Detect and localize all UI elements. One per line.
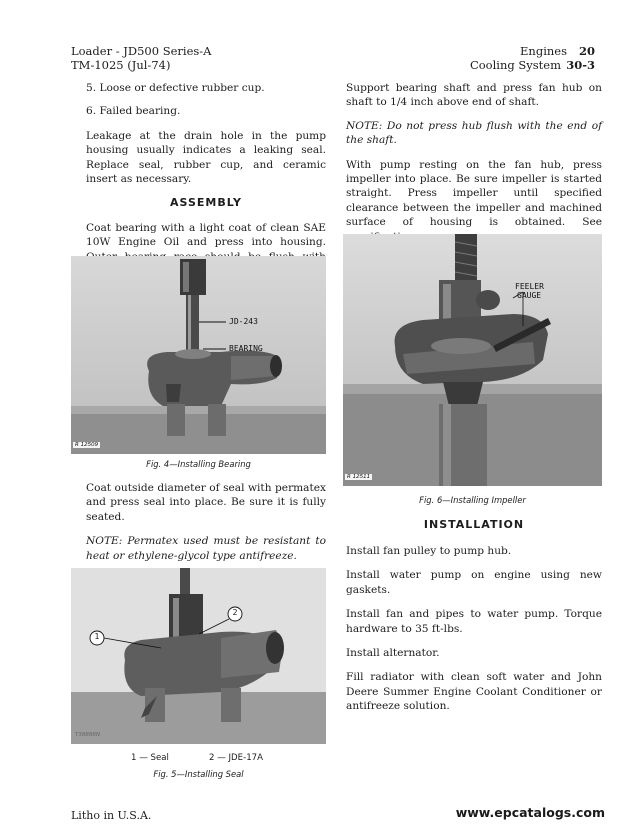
fig4-callout-tool: JD-243 xyxy=(229,317,258,326)
fig5-plate-number: T38888N xyxy=(75,732,100,738)
item-6: 6. Failed bearing. xyxy=(86,105,181,118)
pump-resting-paragraph: With pump resting on the fan hub, press impeller into place. Be sure impeller is started straight. Press impeller until specified clearance between the impeller and machined surface of housing is obtained. See xyxy=(346,158,602,229)
installation-heading: INSTALLATION xyxy=(423,518,525,531)
left-text-block-1 xyxy=(86,81,326,278)
right-text-block-1 xyxy=(346,81,602,244)
fig5-callout-2: 2 xyxy=(232,608,238,617)
fig4-plate-number: R 12509 xyxy=(75,442,99,448)
support-paragraph: Support bearing shaft and press fan hub on shaft to 1/4 inch above end of shaft. xyxy=(346,82,602,109)
install-step-5: Fill radiator with clean soft water and John Deere Summer Engine Coolant Conditioner or antifreeze solution. xyxy=(346,671,602,713)
litho-footer: Litho in U.S.A. xyxy=(71,809,152,822)
fig5-legend-2: 2 — JDE-17A xyxy=(209,753,264,763)
fig6-callout-line1: FEELER xyxy=(515,282,544,291)
fig4-callout-bearing: BEARING xyxy=(229,344,263,353)
fig5-photo xyxy=(71,568,326,744)
manual-title: Loader - JD500 Series-A xyxy=(71,44,212,58)
fig6-callout-line2: GAUGE xyxy=(517,291,542,300)
right-text-block-2 xyxy=(346,544,602,714)
fig5-caption: Fig. 5—Installing Seal xyxy=(153,769,244,779)
manual-number: TM-1025 (Jul-74) xyxy=(71,58,171,72)
install-step-1: Install fan pulley to pump hub. xyxy=(346,545,512,557)
coat-seal-paragraph: Coat outside diameter of seal with permatex and press seal into place. Be sure it is fully seated. xyxy=(86,482,326,523)
fig6-photo xyxy=(343,234,602,486)
assembly-heading: ASSEMBLY xyxy=(170,196,242,210)
install-step-4: Install alternator. xyxy=(346,647,440,660)
fig6-plate-number: R 12511 xyxy=(347,474,371,480)
fig5-callout-1: 1 xyxy=(94,632,100,641)
section-number: 20 xyxy=(578,44,595,58)
permatex-note: NOTE: Permatex used must be resistant to heat or ethylene-glycol type antifreeze. xyxy=(86,535,326,562)
hub-note: NOTE: Do not press hub flush with the end of the shaft. xyxy=(346,119,602,147)
fig6-caption: Fig. 6—Installing Impeller xyxy=(419,495,526,505)
section-name: Engines xyxy=(520,44,567,58)
fig4-caption: Fig. 4—Installing Bearing xyxy=(146,459,251,469)
item-5: 5. Loose or defective rubber cup. xyxy=(86,82,265,94)
leakage-paragraph: Leakage at the drain hole in the pump housing usually indicates a leaking seal. Replace seal, rubber cup, and ceramic insert as necessary. xyxy=(86,129,326,186)
page-number: 30-3 xyxy=(566,58,595,72)
fig5-legend-1: 1 — Seal xyxy=(131,753,169,763)
website-watermark[interactable]: www.epcatalogs.com xyxy=(455,805,605,820)
header-left xyxy=(71,44,211,72)
install-step-2: Install water pump on engine using new gaskets. xyxy=(346,569,602,596)
install-step-3: Install fan and pipes to water pump. Torque hardware to 35 ft-lbs. xyxy=(346,608,602,635)
coat-bearing-paragraph: Coat bearing with a light coat of clean SAE 10W Engine Oil and press into housing. xyxy=(86,221,326,249)
left-text-block-2 xyxy=(86,481,326,563)
fig4-photo xyxy=(71,256,326,454)
subsection-name: Cooling System xyxy=(469,58,561,72)
header-right xyxy=(470,44,595,72)
